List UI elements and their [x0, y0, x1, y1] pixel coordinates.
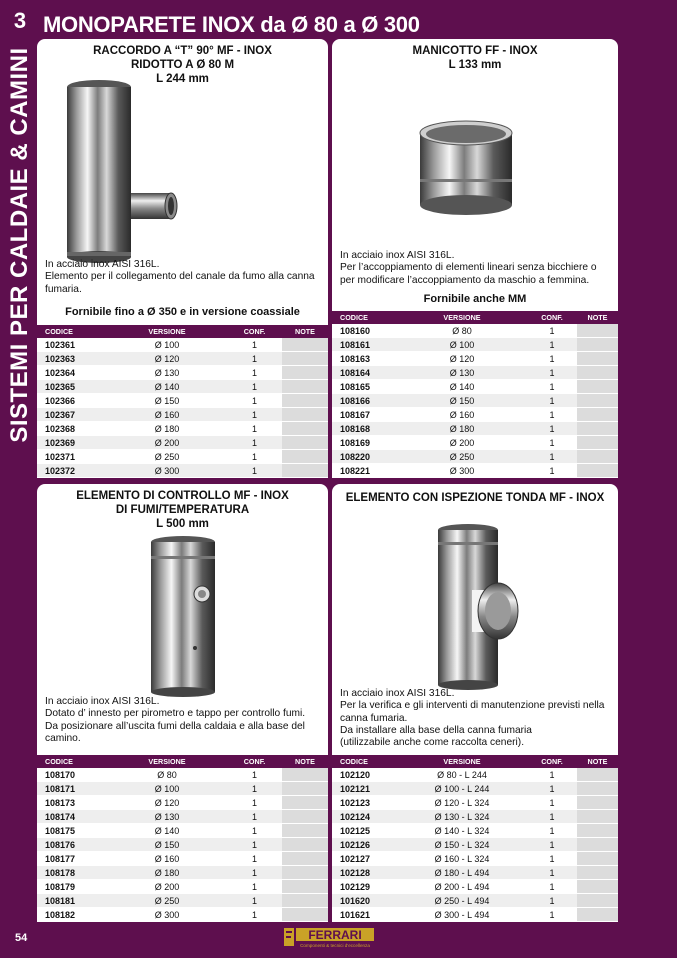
table-row	[37, 824, 328, 838]
desc-line: Da installare alla base della canna fumaria	[340, 724, 532, 736]
code-cell: 108221	[332, 464, 397, 478]
col-header-conf: CONF.	[527, 311, 577, 324]
note-cell	[577, 796, 618, 810]
conf-cell: 1	[227, 408, 282, 422]
conf-cell: 1	[527, 464, 577, 478]
table-row	[332, 824, 618, 838]
conf-cell: 1	[227, 422, 282, 436]
table-row	[37, 464, 328, 478]
version-cell: Ø 250	[107, 894, 227, 908]
table-row	[37, 380, 328, 394]
table-row	[37, 866, 328, 880]
table-row	[332, 866, 618, 880]
table-row	[332, 810, 618, 824]
table-row	[37, 408, 328, 422]
code-cell: 102121	[332, 782, 397, 796]
note-cell	[577, 838, 618, 852]
version-cell: Ø 120	[107, 796, 227, 810]
table-row	[37, 894, 328, 908]
code-cell: 101621	[332, 908, 397, 922]
note-cell	[282, 408, 328, 422]
panel-elemento-ispezione	[332, 484, 618, 920]
product-description	[45, 696, 305, 745]
conf-cell: 1	[227, 394, 282, 408]
version-cell: Ø 120	[107, 352, 227, 366]
note-cell	[577, 824, 618, 838]
code-cell: 108169	[332, 436, 397, 450]
conf-cell: 1	[227, 380, 282, 394]
version-cell: Ø 250	[397, 450, 527, 464]
manicotto-image	[412, 119, 520, 219]
conf-cell: 1	[527, 824, 577, 838]
version-cell: Ø 250	[107, 450, 227, 464]
note-cell	[577, 866, 618, 880]
table-row	[332, 908, 618, 922]
col-header-note: NOTE	[282, 755, 328, 768]
conf-cell: 1	[527, 352, 577, 366]
col-header-conf: CONF.	[227, 325, 282, 338]
title-line: ELEMENTO CON ISPEZIONE TONDA MF - INOX	[345, 492, 605, 504]
section-label	[6, 40, 34, 450]
table-row	[332, 324, 618, 338]
code-cell: 102363	[37, 352, 107, 366]
code-cell: 108163	[332, 352, 397, 366]
note-cell	[577, 422, 618, 436]
note-cell	[282, 880, 328, 894]
version-cell: Ø 100 - L 244	[397, 782, 527, 796]
version-cell: Ø 200	[107, 880, 227, 894]
version-cell: Ø 250 - L 494	[397, 894, 527, 908]
code-cell: 108164	[332, 366, 397, 380]
note-cell	[282, 352, 328, 366]
code-cell: 108178	[37, 866, 107, 880]
product-table	[37, 755, 328, 922]
version-cell: Ø 160	[107, 852, 227, 866]
note-cell	[282, 422, 328, 436]
note-cell	[577, 408, 618, 422]
title-line: RACCORDO A “T” 90° MF - INOX	[93, 45, 272, 57]
desc-line: canna fumaria.	[340, 712, 408, 724]
table-row	[332, 380, 618, 394]
code-cell: 108173	[37, 796, 107, 810]
title-line: L 244 mm	[156, 73, 209, 85]
version-cell: Ø 140	[107, 824, 227, 838]
note-cell	[282, 810, 328, 824]
note-cell	[282, 852, 328, 866]
desc-line: camino.	[45, 732, 81, 744]
table-row	[37, 338, 328, 352]
conf-cell: 1	[527, 394, 577, 408]
version-cell: Ø 160 - L 324	[397, 852, 527, 866]
code-cell: 108177	[37, 852, 107, 866]
version-cell: Ø 130 - L 324	[397, 810, 527, 824]
version-cell: Ø 150	[107, 838, 227, 852]
code-cell: 108161	[332, 338, 397, 352]
table-header-row	[37, 325, 328, 338]
table-row	[332, 436, 618, 450]
availability-note: Fornibile fino a Ø 350 e in versione coassiale	[65, 306, 300, 318]
code-cell: 102128	[332, 866, 397, 880]
note-cell	[282, 450, 328, 464]
note-cell	[282, 394, 328, 408]
table-row	[37, 908, 328, 922]
desc-line: Per l’accoppiamento di elementi lineari senza bicchiere o	[340, 262, 597, 274]
conf-cell: 1	[527, 380, 577, 394]
conf-cell: 1	[527, 866, 577, 880]
table-row	[332, 366, 618, 380]
product-description	[340, 688, 604, 749]
note-cell	[577, 436, 618, 450]
version-cell: Ø 130	[397, 366, 527, 380]
note-cell	[282, 838, 328, 852]
version-cell: Ø 300	[107, 464, 227, 478]
note-cell	[577, 450, 618, 464]
version-cell: Ø 140	[107, 380, 227, 394]
col-header-code: CODICE	[37, 755, 107, 768]
conf-cell: 1	[527, 894, 577, 908]
note-cell	[577, 852, 618, 866]
note-cell	[577, 380, 618, 394]
code-cell: 108182	[37, 908, 107, 922]
conf-cell: 1	[527, 436, 577, 450]
version-cell: Ø 200	[107, 436, 227, 450]
panel-elemento-controllo	[37, 484, 328, 920]
note-cell	[577, 768, 618, 782]
conf-cell: 1	[227, 852, 282, 866]
product-table	[332, 755, 618, 922]
table-row	[37, 782, 328, 796]
table-row	[332, 338, 618, 352]
page-number: 54	[15, 932, 28, 944]
table-row	[37, 436, 328, 450]
elemento-ispezione-image	[432, 522, 532, 692]
desc-line: Per la verifica e gli interventi di manutenzione previsti nella	[340, 700, 605, 712]
note-cell	[282, 380, 328, 394]
section-number: 3	[13, 8, 27, 33]
section-label-text: SISTEMI PER CALDAIE & CAMINI	[6, 47, 33, 443]
col-header-note: NOTE	[577, 755, 618, 768]
code-cell: 102120	[332, 768, 397, 782]
note-cell	[577, 880, 618, 894]
conf-cell: 1	[227, 810, 282, 824]
title-line: L 133 mm	[448, 59, 502, 71]
title-line: RIDOTTO A Ø 80 M	[130, 59, 235, 71]
panel-title	[332, 491, 618, 505]
table-row	[332, 408, 618, 422]
ferrari-logo	[284, 926, 374, 948]
raccordo-t-image	[57, 77, 187, 265]
conf-cell: 1	[227, 894, 282, 908]
table-row	[37, 450, 328, 464]
note-cell	[282, 436, 328, 450]
desc-line: In acciaio inox AISI 316L.	[45, 259, 160, 270]
code-cell: 108176	[37, 838, 107, 852]
desc-line: Elemento per il collegamento del canale da fumo alla canna	[45, 271, 315, 283]
version-cell: Ø 150	[107, 394, 227, 408]
table-row	[332, 852, 618, 866]
col-header-conf: CONF.	[527, 755, 577, 768]
note-cell	[282, 338, 328, 352]
conf-cell: 1	[527, 908, 577, 922]
code-cell: 102368	[37, 422, 107, 436]
code-cell: 108165	[332, 380, 397, 394]
code-cell: 108175	[37, 824, 107, 838]
code-cell: 102127	[332, 852, 397, 866]
note-cell	[577, 324, 618, 338]
col-header-note: NOTE	[577, 311, 618, 324]
code-cell: 102371	[37, 450, 107, 464]
table-row	[332, 450, 618, 464]
table-header-row	[37, 755, 328, 768]
conf-cell: 1	[527, 810, 577, 824]
desc-line: In acciaio inox AISI 316L.	[340, 250, 455, 261]
version-cell: Ø 200 - L 494	[397, 880, 527, 894]
conf-cell: 1	[227, 768, 282, 782]
conf-cell: 1	[527, 852, 577, 866]
code-cell: 108170	[37, 768, 107, 782]
conf-cell: 1	[527, 880, 577, 894]
table-row	[37, 394, 328, 408]
note-cell	[282, 768, 328, 782]
note-cell	[282, 866, 328, 880]
title-line: ELEMENTO DI CONTROLLO MF - INOX	[76, 490, 289, 502]
note-cell	[282, 782, 328, 796]
conf-cell: 1	[527, 366, 577, 380]
col-header-version: VERSIONE	[397, 755, 527, 768]
table-row	[332, 796, 618, 810]
code-cell: 102123	[332, 796, 397, 810]
conf-cell: 1	[527, 768, 577, 782]
table-row	[37, 422, 328, 436]
conf-cell: 1	[527, 338, 577, 352]
product-table	[332, 311, 618, 478]
table-row	[332, 352, 618, 366]
product-table	[37, 325, 328, 478]
conf-cell: 1	[227, 338, 282, 352]
version-cell: Ø 140 - L 324	[397, 824, 527, 838]
version-cell: Ø 80	[397, 324, 527, 338]
table-row	[332, 838, 618, 852]
code-cell: 102367	[37, 408, 107, 422]
note-cell	[577, 782, 618, 796]
note-cell	[577, 366, 618, 380]
table-row	[37, 880, 328, 894]
panel-manicotto	[332, 39, 618, 476]
conf-cell: 1	[227, 824, 282, 838]
table-row	[332, 394, 618, 408]
page-title: MONOPARETE INOX da Ø 80 a Ø 300	[43, 12, 420, 37]
conf-cell: 1	[227, 796, 282, 810]
panel-title	[332, 44, 618, 72]
conf-cell: 1	[227, 436, 282, 450]
table-row	[332, 768, 618, 782]
product-description	[45, 259, 315, 296]
code-cell: 101620	[332, 894, 397, 908]
note-cell	[577, 352, 618, 366]
version-cell: Ø 160	[397, 408, 527, 422]
note-cell	[282, 824, 328, 838]
version-cell: Ø 100	[397, 338, 527, 352]
logo-tagline: Componenti & tecnici d'eccellenza	[300, 943, 370, 948]
code-cell: 102124	[332, 810, 397, 824]
col-header-version: VERSIONE	[107, 325, 227, 338]
conf-cell: 1	[227, 352, 282, 366]
desc-line: In acciaio inox AISI 316L.	[340, 688, 455, 699]
version-cell: Ø 120 - L 324	[397, 796, 527, 810]
desc-line: In acciaio inox AISI 316L.	[45, 696, 160, 707]
table-row	[332, 880, 618, 894]
code-cell: 102361	[37, 338, 107, 352]
col-header-version: VERSIONE	[397, 311, 527, 324]
version-cell: Ø 180 - L 494	[397, 866, 527, 880]
conf-cell: 1	[527, 422, 577, 436]
code-cell: 102369	[37, 436, 107, 450]
table-row	[37, 352, 328, 366]
note-cell	[282, 796, 328, 810]
table-row	[37, 366, 328, 380]
conf-cell: 1	[227, 782, 282, 796]
code-cell: 102366	[37, 394, 107, 408]
table-row	[37, 810, 328, 824]
version-cell: Ø 150 - L 324	[397, 838, 527, 852]
elemento-controllo-image	[145, 534, 225, 700]
code-cell: 102364	[37, 366, 107, 380]
note-cell	[282, 908, 328, 922]
conf-cell: 1	[527, 796, 577, 810]
desc-line: fumaria.	[45, 283, 82, 295]
table-row	[37, 838, 328, 852]
code-cell: 108220	[332, 450, 397, 464]
code-cell: 102126	[332, 838, 397, 852]
code-cell: 102125	[332, 824, 397, 838]
version-cell: Ø 80 - L 244	[397, 768, 527, 782]
product-description	[340, 250, 597, 287]
logo-name: FERRARI	[308, 928, 362, 942]
conf-cell: 1	[527, 838, 577, 852]
note-cell	[282, 894, 328, 908]
version-cell: Ø 140	[397, 380, 527, 394]
conf-cell: 1	[527, 782, 577, 796]
version-cell: Ø 300	[107, 908, 227, 922]
conf-cell: 1	[527, 408, 577, 422]
version-cell: Ø 180	[107, 422, 227, 436]
conf-cell: 1	[227, 880, 282, 894]
note-cell	[577, 908, 618, 922]
code-cell: 108174	[37, 810, 107, 824]
conf-cell: 1	[227, 366, 282, 380]
table-row	[332, 422, 618, 436]
note-cell	[577, 810, 618, 824]
version-cell: Ø 300 - L 494	[397, 908, 527, 922]
panel-raccordo-t	[37, 39, 328, 476]
code-cell: 102129	[332, 880, 397, 894]
table-row	[332, 894, 618, 908]
note-cell	[282, 366, 328, 380]
version-cell: Ø 160	[107, 408, 227, 422]
col-header-code: CODICE	[37, 325, 107, 338]
conf-cell: 1	[227, 908, 282, 922]
desc-line: Dotato d’ innesto per pirometro e tappo per controllo fumi.	[45, 708, 306, 720]
col-header-version: VERSIONE	[107, 755, 227, 768]
table-header-row	[332, 311, 618, 324]
version-cell: Ø 180	[107, 866, 227, 880]
code-cell: 108181	[37, 894, 107, 908]
code-cell: 108167	[332, 408, 397, 422]
note-cell	[577, 894, 618, 908]
version-cell: Ø 150	[397, 394, 527, 408]
col-header-code: CODICE	[332, 311, 397, 324]
note-cell	[282, 464, 328, 478]
version-cell: Ø 100	[107, 782, 227, 796]
conf-cell: 1	[227, 464, 282, 478]
note-cell	[577, 394, 618, 408]
version-cell: Ø 80	[107, 768, 227, 782]
note-cell	[577, 338, 618, 352]
col-header-code: CODICE	[332, 755, 397, 768]
conf-cell: 1	[527, 324, 577, 338]
version-cell: Ø 180	[397, 422, 527, 436]
code-cell: 108168	[332, 422, 397, 436]
code-cell: 102365	[37, 380, 107, 394]
panel-title	[37, 489, 328, 531]
table-row	[332, 782, 618, 796]
table-header-row	[332, 755, 618, 768]
desc-line: (utilizzabile anche come raccolta ceneri).	[340, 737, 525, 749]
version-cell: Ø 100	[107, 338, 227, 352]
code-cell: 108179	[37, 880, 107, 894]
table-row	[37, 796, 328, 810]
code-cell: 108166	[332, 394, 397, 408]
table-row	[332, 464, 618, 478]
title-line: L 500 mm	[156, 518, 209, 530]
title-line: MANICOTTO FF - INOX	[412, 45, 538, 57]
col-header-note: NOTE	[282, 325, 328, 338]
table-row	[37, 852, 328, 866]
version-cell: Ø 200	[397, 436, 527, 450]
version-cell: Ø 130	[107, 810, 227, 824]
code-cell: 108171	[37, 782, 107, 796]
conf-cell: 1	[227, 866, 282, 880]
availability-note: Fornibile anche MM	[423, 293, 527, 305]
desc-line: Da posizionare all’uscita fumi della caldaia e alla base del	[45, 720, 305, 732]
version-cell: Ø 300	[397, 464, 527, 478]
conf-cell: 1	[227, 450, 282, 464]
note-cell	[577, 464, 618, 478]
conf-cell: 1	[527, 450, 577, 464]
col-header-conf: CONF.	[227, 755, 282, 768]
version-cell: Ø 130	[107, 366, 227, 380]
version-cell: Ø 120	[397, 352, 527, 366]
conf-cell: 1	[227, 838, 282, 852]
table-row	[37, 768, 328, 782]
title-line: DI FUMI/TEMPERATURA	[115, 504, 250, 516]
code-cell: 108160	[332, 324, 397, 338]
code-cell: 102372	[37, 464, 107, 478]
desc-line: per modificare l’accoppiamento da maschio a femmina.	[340, 274, 590, 286]
